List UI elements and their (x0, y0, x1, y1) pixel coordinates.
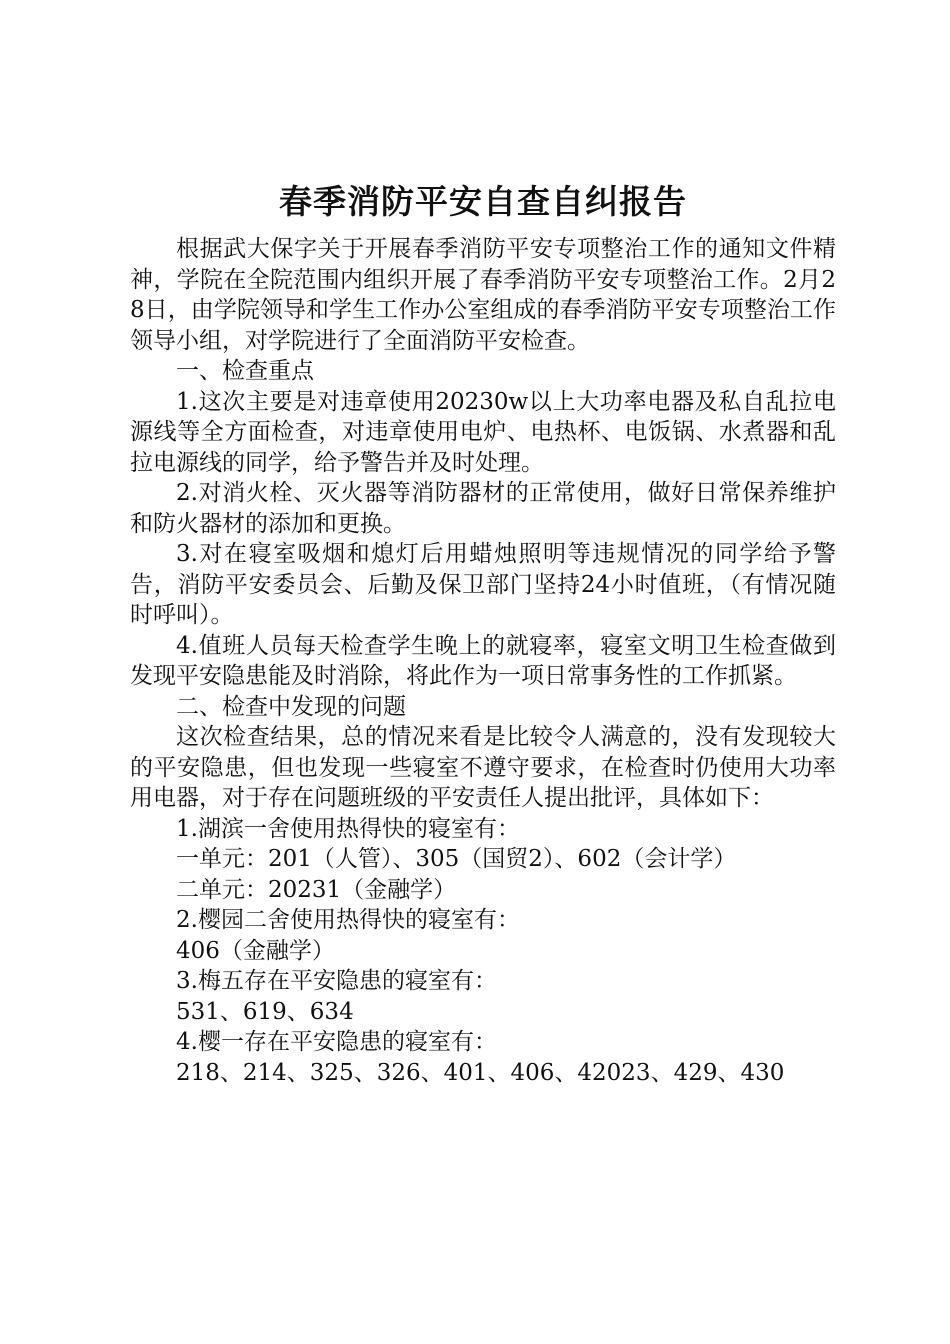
document-page (130, 180, 836, 1088)
section1-item: 4.值班人员每天检查学生晚上的就寝率，寝室文明卫生检查做到发现平安隐患能及时消除，将此作为一项日常事务性的工作抓紧。 (130, 632, 836, 689)
intro-paragraph: 根据武大保字关于开展春季消防平安专项整治工作的通知文件精神，学院在全院范围内组织开展了春季消防平安专项整治工作。2月28日，由学院领导和学生工作办公室组成的春季消防平安专项整治工作领导小组，对学院进行了全面消防平安检查。 (130, 236, 836, 354)
section1-item: 3.对在寝室吸烟和熄灯后用蜡烛照明等违规情况的同学给予警告，消防平安委员会、后勤及保卫部门坚持24小时值班，（有情况随时呼叫）。 (130, 541, 836, 628)
finding-line: 406（金融学） (176, 937, 335, 964)
section2-heading: 二、检查中发现的问题 (176, 693, 406, 720)
finding-line: 531、619、634 (176, 998, 354, 1025)
section1-item: 1.这次主要是对违章使用20230w以上大功率电器及私自乱拉电源线等全方面检查，对违章使用电炉、电热杯、电饭锅、水煮器和乱拉电源线的同学，给予警告并及时处理。 (130, 388, 836, 476)
finding-line: 4.樱一存在平安隐患的寝室有： (176, 1029, 497, 1055)
finding-line: 2.樱园二舍使用热得快的寝室有： (176, 907, 520, 933)
finding-line: 一单元：201（人管）、305（国贸2）、602（会计学） (176, 846, 737, 872)
finding-line: 1.湖滨一舍使用热得快的寝室有： (176, 815, 520, 842)
section2-intro: 这次检查结果，总的情况来看是比较令人满意的，没有发现较大的平安隐患，但也发现一些寝室不遵守要求，在检查时仍使用大功率用电器，对于存在问题班级的平安责任人提出批评，具体如下： (130, 724, 836, 811)
finding-line: 3.梅五存在平安隐患的寝室有： (176, 968, 497, 994)
document-title: 春季消防平安自查自纠报告 (279, 182, 687, 221)
section1-item: 2.对消火栓、灭火器等消防器材的正常使用，做好日常保养维护和防火器材的添加和更换。 (130, 480, 836, 537)
finding-line: 二单元：20231（金融学） (176, 876, 457, 903)
section1-heading: 一、检查重点 (176, 358, 314, 384)
finding-line: 218、214、325、326、401、406、42023、429、430 (176, 1059, 785, 1086)
